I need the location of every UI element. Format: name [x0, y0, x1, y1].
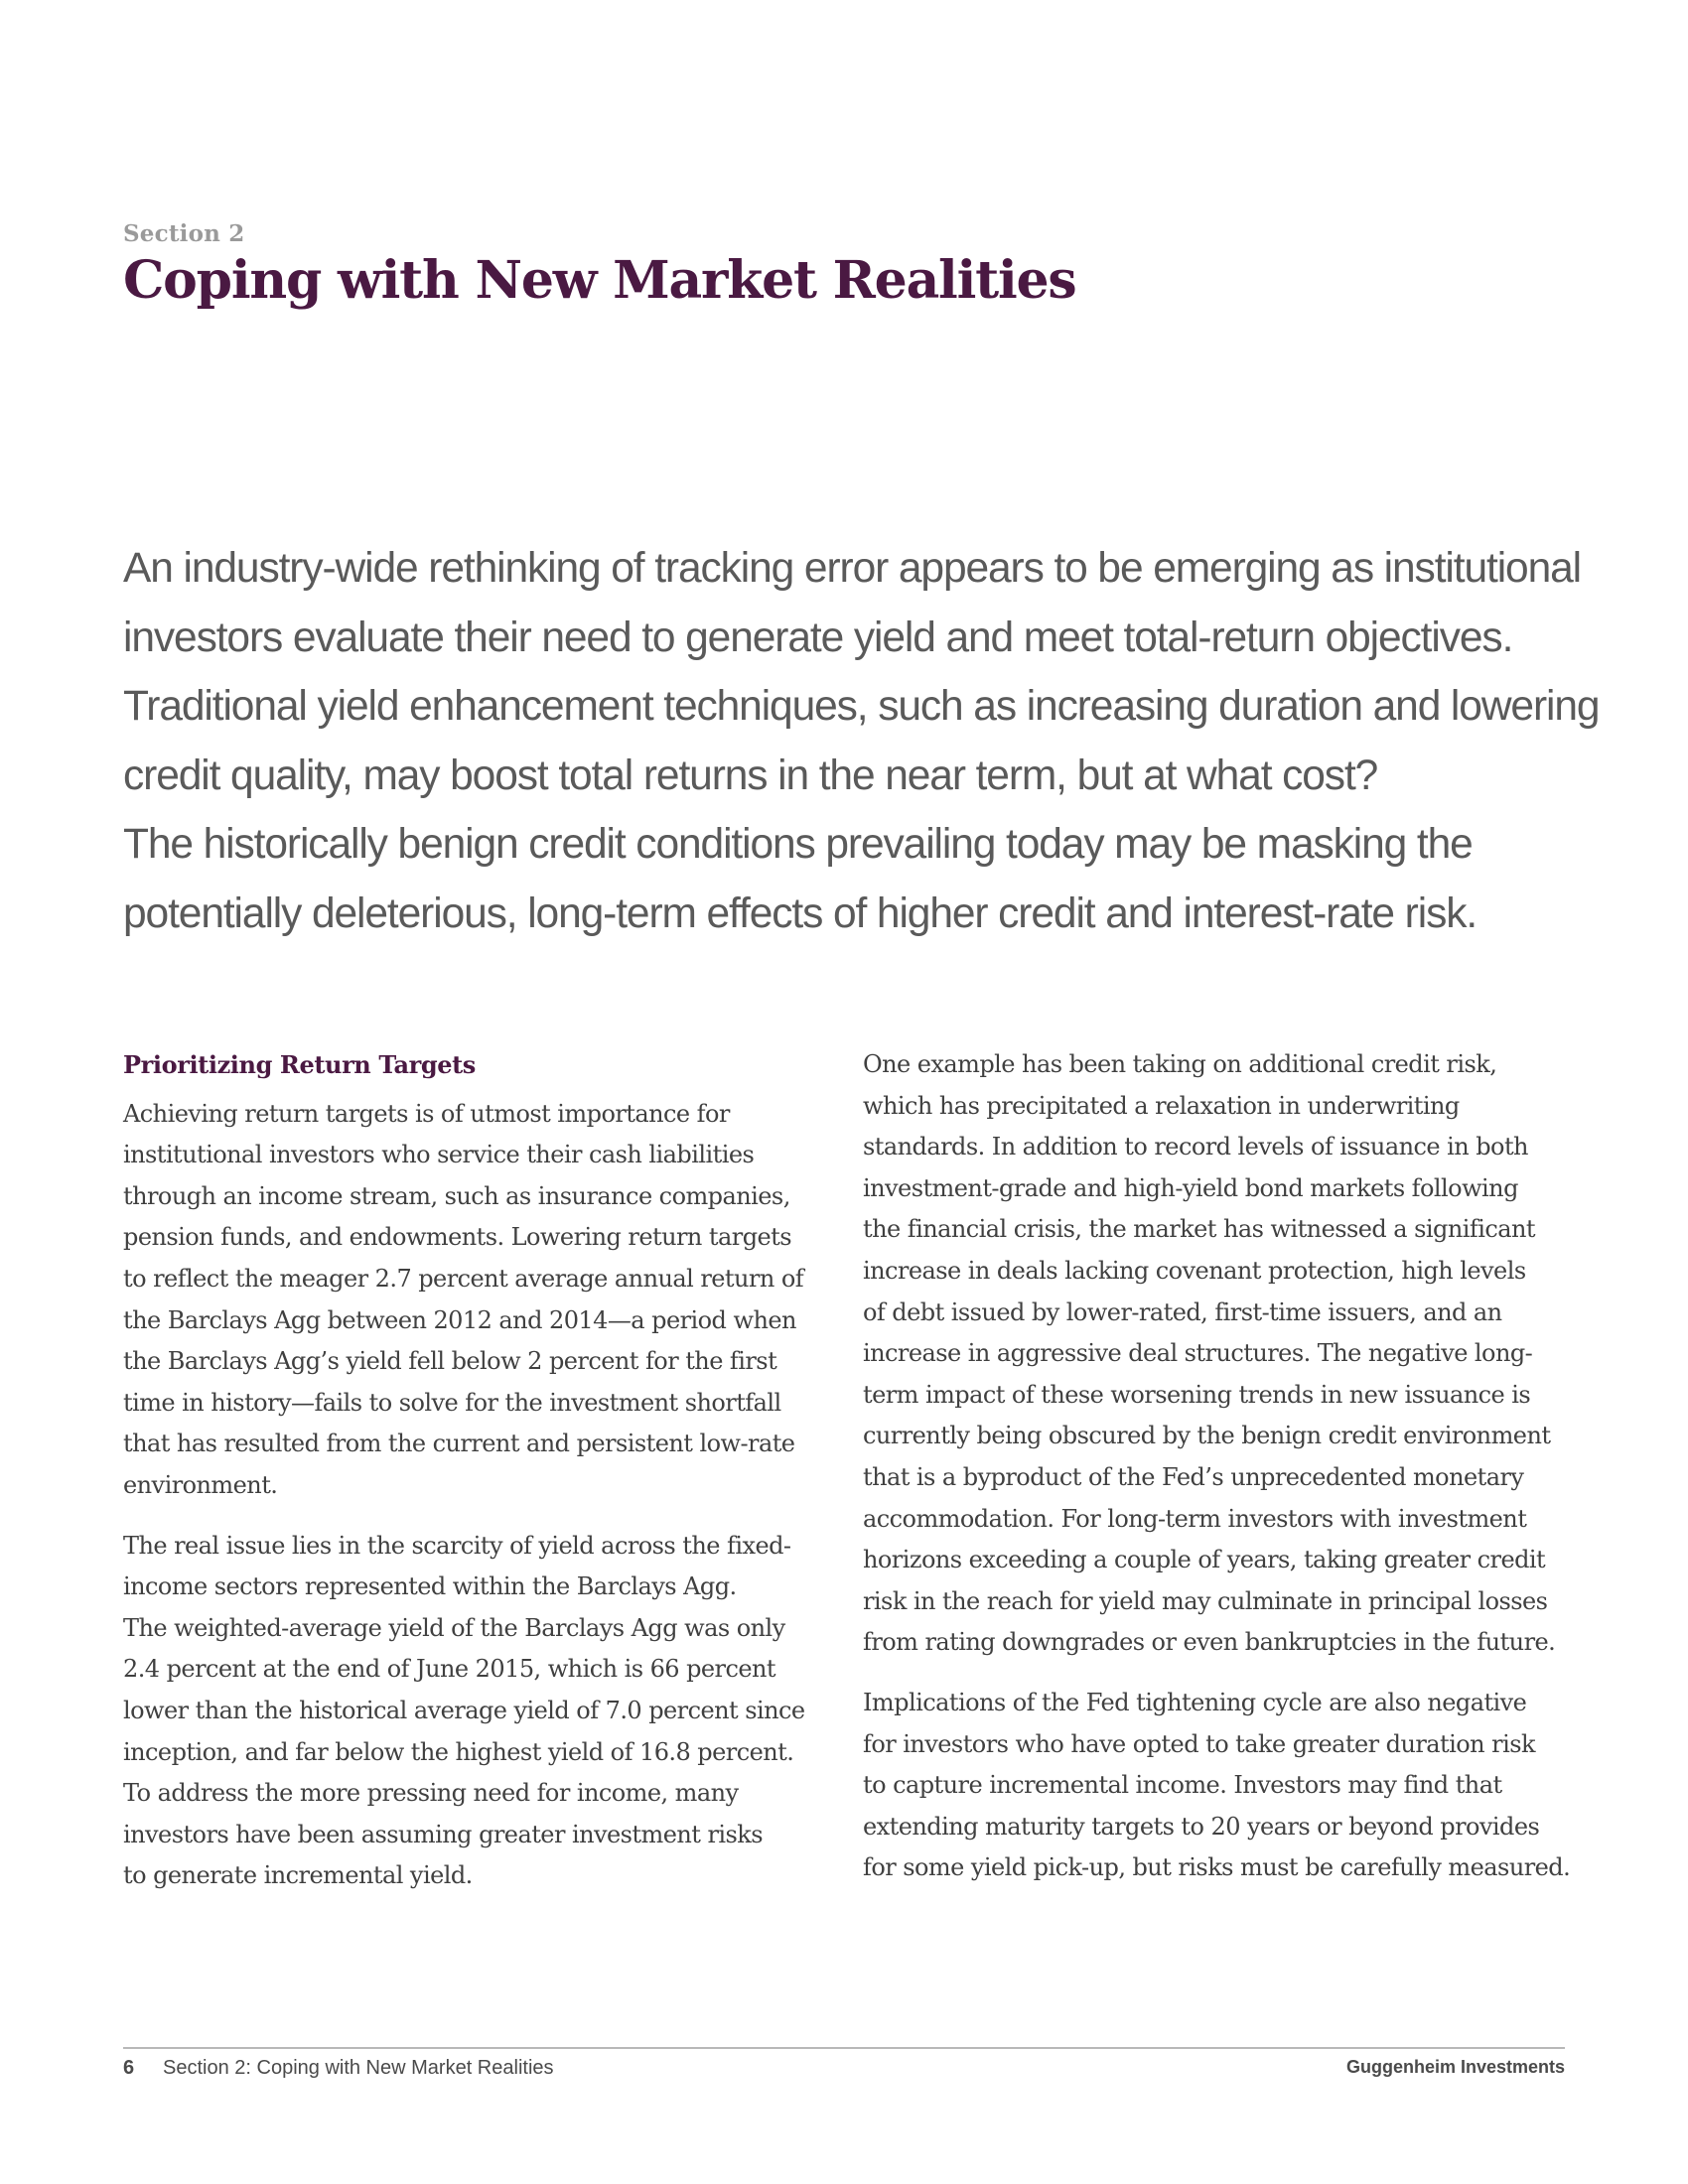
text-line: investors have been assuming greater investment risks — [123, 1820, 764, 1848]
intro-line: credit quality, may boost total returns in the near term, but at what cost? — [123, 751, 1378, 799]
text-line: inception, and far below the highest yield of 16.8 percent. — [123, 1737, 794, 1766]
text-line: standards. In addition to record levels of issuance in both — [863, 1133, 1528, 1161]
text-line: horizons exceeding a couple of years, taking greater credit — [863, 1546, 1546, 1574]
text-line: risk in the reach for yield may culminate in principal losses — [863, 1586, 1548, 1615]
text-line: that is a byproduct of the Fed’s unprecedented monetary — [863, 1462, 1524, 1491]
text-line: The real issue lies in the scarcity of yield across the fixed- — [123, 1531, 791, 1560]
body-paragraph — [863, 1044, 1578, 1664]
text-line: increase in aggressive deal structures. The negative long- — [863, 1339, 1533, 1368]
text-line: accommodation. For long-term investors with investment — [863, 1504, 1527, 1533]
footer-brand: Guggenheim Investments — [1345, 2057, 1565, 2077]
text-line: institutional investors who service their cash liabilities — [123, 1141, 755, 1169]
subsection-heading: Prioritizing Return Targets — [123, 1050, 476, 1079]
text-line: time in history—fails to solve for the investment shortfall — [123, 1388, 781, 1417]
text-line: To address the more pressing need for income, many — [123, 1779, 739, 1808]
text-line: Achieving return targets is of utmost importance for — [123, 1099, 730, 1128]
text-line: lower than the historical average yield of 7.0 percent since — [123, 1696, 805, 1724]
page-number: 6 — [123, 2057, 135, 2079]
text-line: to capture incremental income. Investors may find that — [863, 1771, 1502, 1800]
intro-line: potentially deleterious, long-term effects of higher credit and interest-rate risk. — [123, 889, 1477, 937]
text-line: currently being obscured by the benign credit environment — [863, 1422, 1551, 1450]
footer-section-title: Section 2: Coping with New Market Realities — [163, 2057, 554, 2079]
text-line: through an income stream, such as insurance companies, — [123, 1181, 790, 1210]
text-line: the Barclays Agg’s yield fell below 2 percent for the first — [123, 1347, 777, 1376]
text-line: pension funds, and endowments. Lowering return targets — [123, 1223, 792, 1252]
right-column — [863, 1044, 1578, 1889]
text-line: 2.4 percent at the end of June 2015, which is 66 percent — [123, 1655, 776, 1684]
text-line: investment-grade and high-yield bond markets following — [863, 1173, 1518, 1202]
text-line: increase in deals lacking covenant protection, high levels — [863, 1256, 1526, 1285]
text-line: which has precipitated a relaxation in underwriting — [863, 1091, 1460, 1120]
text-line: Implications of the Fed tightening cycle are also negative — [863, 1688, 1527, 1716]
text-line: the financial crisis, the market has witnessed a significant — [863, 1215, 1535, 1244]
intro-line: The historically benign credit conditions prevailing today may be masking the — [123, 821, 1473, 868]
text-line: extending maturity targets to 20 years or beyond provides — [863, 1812, 1540, 1841]
body-paragraph — [123, 1526, 805, 1897]
text-line: The weighted-average yield of the Barclays Agg was only — [123, 1613, 785, 1642]
left-column — [123, 1044, 805, 1897]
text-line: for investors who have opted to take greater duration risk — [863, 1729, 1535, 1758]
body-paragraph — [123, 1094, 804, 1507]
text-line: term impact of these worsening trends in new issuance is — [863, 1380, 1531, 1409]
text-line: from rating downgrades or even bankruptcies in the future. — [863, 1628, 1556, 1657]
text-line: that has resulted from the current and persistent low-rate — [123, 1430, 795, 1458]
text-line: income sectors represented within the Barclays Agg. — [123, 1572, 737, 1601]
intro-line: investors evaluate their need to generate yield and meet total-return objectives. — [123, 614, 1513, 661]
text-line: the Barclays Agg between 2012 and 2014—a period when — [123, 1305, 796, 1334]
text-line: to reflect the meager 2.7 percent average annual return of — [123, 1264, 804, 1293]
intro-line: Traditional yield enhancement techniques, such as increasing duration and lowering — [123, 683, 1600, 730]
text-line: for some yield pick-up, but risks must be carefully measured. — [863, 1853, 1571, 1882]
body-paragraph — [863, 1683, 1578, 1889]
text-line: One example has been taking on additional credit risk, — [863, 1050, 1497, 1078]
page-title: Coping with New Market Realities — [123, 250, 1076, 311]
text-line: to generate incremental yield. — [123, 1861, 473, 1890]
text-line: of debt issued by lower-rated, first-time issuers, and an — [863, 1297, 1502, 1326]
footer-divider — [123, 2047, 1565, 2049]
text-line: environment. — [123, 1470, 278, 1499]
intro-line: An industry-wide rethinking of tracking error appears to be emerging as institutional — [123, 545, 1582, 592]
section-label: Section 2 — [123, 220, 245, 247]
intro-paragraph — [123, 534, 1600, 948]
